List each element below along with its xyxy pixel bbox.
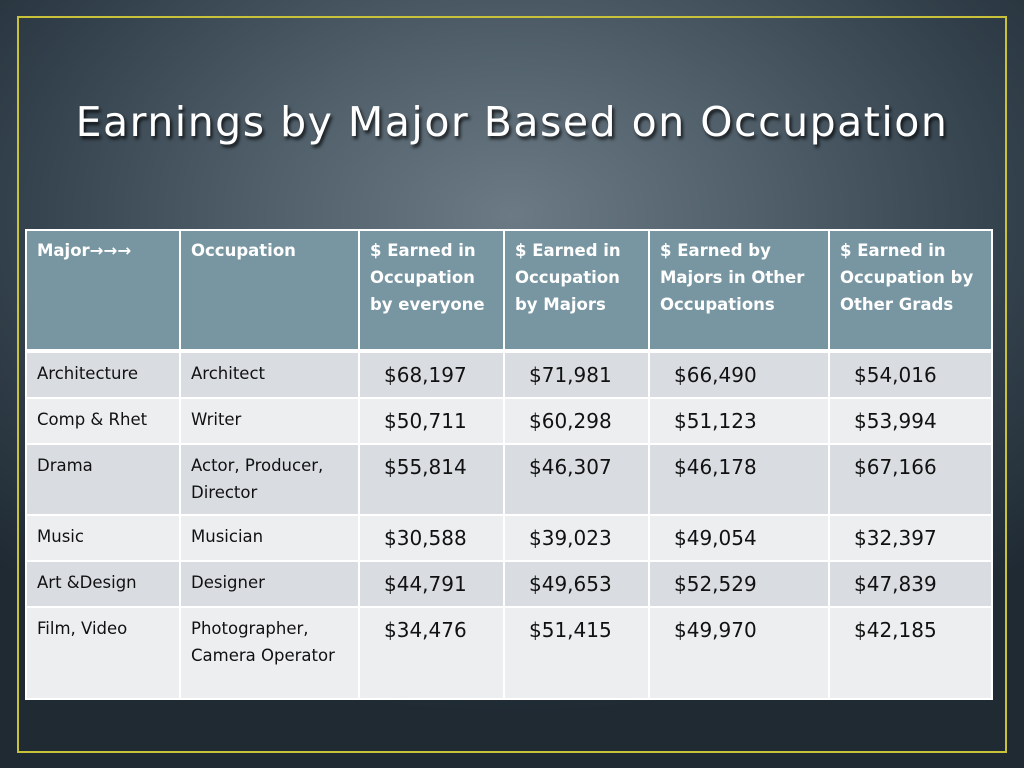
cell-earned-other-grads: $67,166 [829,444,992,515]
cell-earned-majors: $71,981 [504,351,649,398]
cell-earned-everyone: $68,197 [359,351,504,398]
cell-earned-other-occupations: $46,178 [649,444,829,515]
cell-earned-other-occupations: $49,970 [649,607,829,699]
cell-major: Comp & Rhet [26,398,180,444]
cell-earned-majors: $49,653 [504,561,649,607]
header-earned-other-occupations: $ Earned by Majors in Other Occupations [649,230,829,351]
table-row [26,444,992,515]
table-row [26,351,992,398]
cell-major: Art &Design [26,561,180,607]
cell-earned-other-grads: $42,185 [829,607,992,699]
cell-earned-majors: $39,023 [504,515,649,561]
cell-occupation: Writer [180,398,359,444]
cell-earned-other-occupations: $49,054 [649,515,829,561]
cell-occupation: Designer [180,561,359,607]
cell-earned-majors: $46,307 [504,444,649,515]
cell-earned-other-grads: $53,994 [829,398,992,444]
cell-earned-everyone: $55,814 [359,444,504,515]
cell-earned-everyone: $34,476 [359,607,504,699]
cell-major: Drama [26,444,180,515]
table-header-row [26,230,992,351]
cell-occupation: Photographer, Camera Operator [180,607,359,699]
cell-earned-other-grads: $47,839 [829,561,992,607]
cell-earned-everyone: $44,791 [359,561,504,607]
cell-earned-everyone: $30,588 [359,515,504,561]
cell-earned-majors: $60,298 [504,398,649,444]
slide-title: Earnings by Major Based on Occupation [75,98,949,146]
header-earned-majors: $ Earned in Occupation by Majors [504,230,649,351]
cell-earned-everyone: $50,711 [359,398,504,444]
cell-earned-other-grads: $32,397 [829,515,992,561]
table-row [26,561,992,607]
cell-earned-other-occupations: $51,123 [649,398,829,444]
header-earned-everyone: $ Earned in Occupation by everyone [359,230,504,351]
cell-occupation: Musician [180,515,359,561]
cell-major: Film, Video [26,607,180,699]
table-row [26,398,992,444]
cell-major: Architecture [26,351,180,398]
table-row [26,607,992,699]
cell-occupation: Actor, Producer, Director [180,444,359,515]
cell-earned-other-occupations: $52,529 [649,561,829,607]
cell-earned-other-grads: $54,016 [829,351,992,398]
header-earned-other-grads: $ Earned in Occupation by Other Grads [829,230,992,351]
cell-earned-majors: $51,415 [504,607,649,699]
table-row [26,515,992,561]
cell-occupation: Architect [180,351,359,398]
header-major: Major→→→ [26,230,180,351]
header-occupation: Occupation [180,230,359,351]
cell-major: Music [26,515,180,561]
cell-earned-other-occupations: $66,490 [649,351,829,398]
earnings-table [25,229,993,700]
